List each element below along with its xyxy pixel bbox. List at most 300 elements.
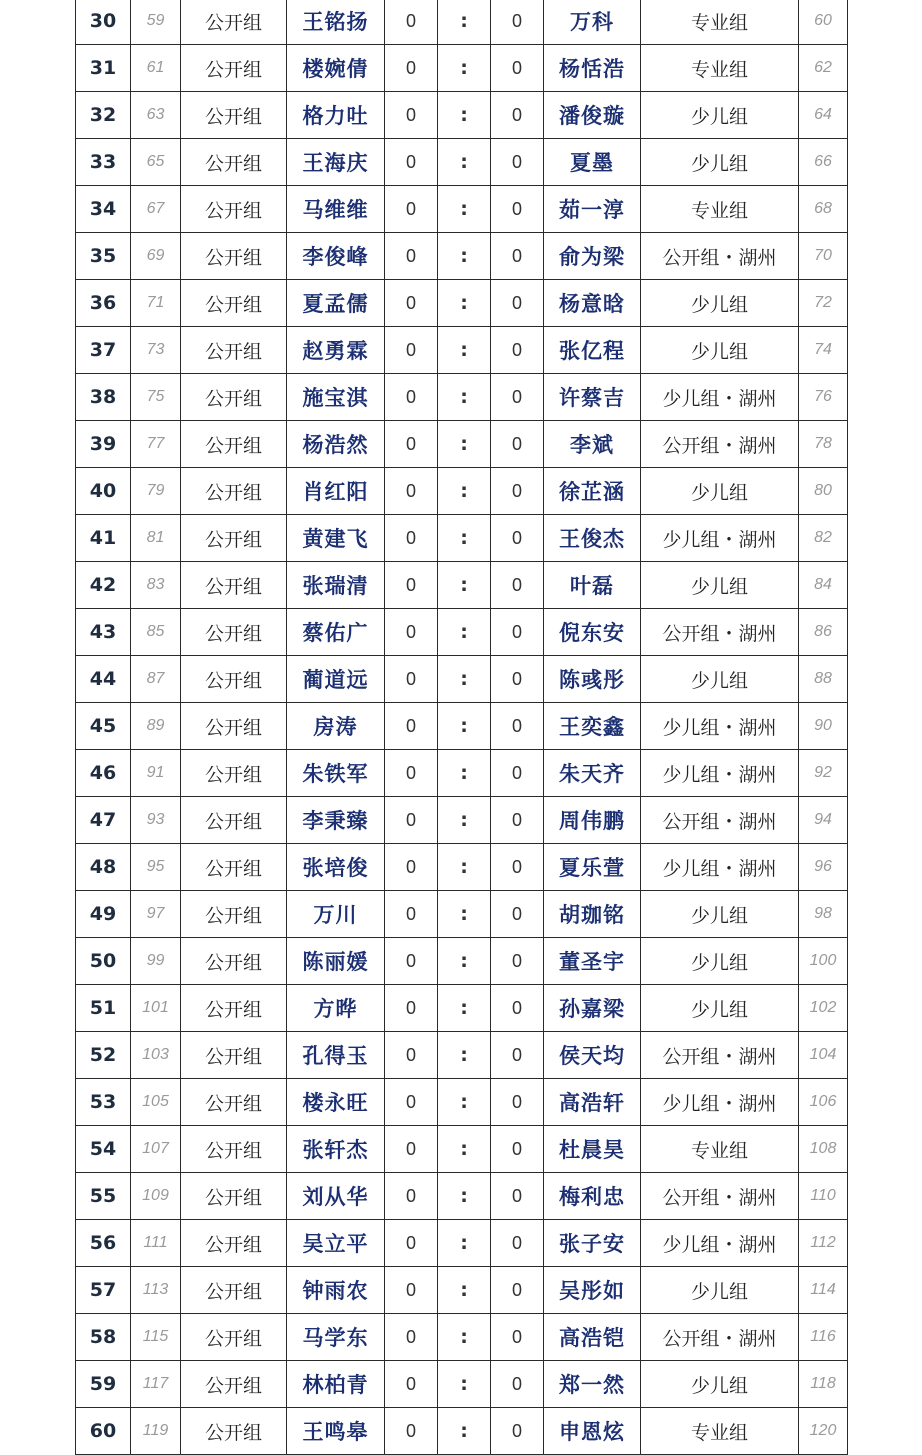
table-row — [76, 1361, 848, 1408]
group-left: 公开组 — [181, 139, 287, 186]
score-left: 0 — [385, 1220, 438, 1267]
group-right: 少儿组 — [641, 327, 799, 374]
score-right: 0 — [491, 938, 544, 985]
player-right: 朱天齐 — [544, 750, 641, 797]
player-left: 施宝淇 — [287, 374, 385, 421]
seed-left: 69 — [131, 233, 181, 280]
seed-left: 103 — [131, 1032, 181, 1079]
seed-left: 61 — [131, 45, 181, 92]
seed-right: 90 — [799, 703, 848, 750]
table-row — [76, 891, 848, 938]
player-right: 高浩铠 — [544, 1314, 641, 1361]
match-number: 59 — [76, 1361, 131, 1408]
match-number: 40 — [76, 468, 131, 515]
seed-right: 112 — [799, 1220, 848, 1267]
seed-left: 115 — [131, 1314, 181, 1361]
table-row — [76, 703, 848, 750]
match-number: 34 — [76, 186, 131, 233]
player-left: 张瑞清 — [287, 562, 385, 609]
match-number: 32 — [76, 92, 131, 139]
player-right: 申恩炫 — [544, 1408, 641, 1455]
group-right: 公开组・湖州 — [641, 609, 799, 656]
seed-left: 75 — [131, 374, 181, 421]
player-left: 王铭扬 — [287, 0, 385, 45]
score-separator: : — [438, 1173, 491, 1220]
player-left: 王鸣皋 — [287, 1408, 385, 1455]
seed-left: 73 — [131, 327, 181, 374]
seed-right: 82 — [799, 515, 848, 562]
group-left: 公开组 — [181, 1220, 287, 1267]
group-right: 少儿组・湖州 — [641, 844, 799, 891]
seed-right: 98 — [799, 891, 848, 938]
score-separator: : — [438, 1220, 491, 1267]
seed-right: 66 — [799, 139, 848, 186]
seed-left: 97 — [131, 891, 181, 938]
score-separator: : — [438, 1126, 491, 1173]
player-right: 叶磊 — [544, 562, 641, 609]
score-right: 0 — [491, 1408, 544, 1455]
group-right: 少儿组・湖州 — [641, 374, 799, 421]
group-right: 公开组・湖州 — [641, 421, 799, 468]
match-number: 36 — [76, 280, 131, 327]
score-separator: : — [438, 92, 491, 139]
table-row — [76, 938, 848, 985]
match-number: 42 — [76, 562, 131, 609]
score-separator: : — [438, 186, 491, 233]
score-right: 0 — [491, 233, 544, 280]
table-row — [76, 280, 848, 327]
match-number: 47 — [76, 797, 131, 844]
match-number: 30 — [76, 0, 131, 45]
match-number: 44 — [76, 656, 131, 703]
score-separator: : — [438, 1314, 491, 1361]
group-right: 少儿组・湖州 — [641, 703, 799, 750]
score-separator: : — [438, 327, 491, 374]
table-row — [76, 1126, 848, 1173]
score-right: 0 — [491, 656, 544, 703]
seed-right: 86 — [799, 609, 848, 656]
match-schedule-table — [75, 0, 848, 1455]
group-left: 公开组 — [181, 515, 287, 562]
score-separator: : — [438, 562, 491, 609]
group-right: 少儿组 — [641, 468, 799, 515]
group-left: 公开组 — [181, 938, 287, 985]
match-number: 35 — [76, 233, 131, 280]
score-left: 0 — [385, 1361, 438, 1408]
table-row — [76, 233, 848, 280]
seed-left: 77 — [131, 421, 181, 468]
score-separator: : — [438, 938, 491, 985]
group-right: 少儿组・湖州 — [641, 1220, 799, 1267]
group-left: 公开组 — [181, 1032, 287, 1079]
score-right: 0 — [491, 703, 544, 750]
player-right: 许蔡吉 — [544, 374, 641, 421]
score-separator: : — [438, 750, 491, 797]
group-right: 少儿组 — [641, 1267, 799, 1314]
score-separator: : — [438, 891, 491, 938]
player-left: 李秉臻 — [287, 797, 385, 844]
score-left: 0 — [385, 515, 438, 562]
player-left: 房涛 — [287, 703, 385, 750]
group-left: 公开组 — [181, 327, 287, 374]
score-right: 0 — [491, 327, 544, 374]
score-right: 0 — [491, 1267, 544, 1314]
score-separator: : — [438, 515, 491, 562]
seed-right: 88 — [799, 656, 848, 703]
match-number: 58 — [76, 1314, 131, 1361]
match-number: 51 — [76, 985, 131, 1032]
match-number: 38 — [76, 374, 131, 421]
table-row — [76, 656, 848, 703]
player-left: 万川 — [287, 891, 385, 938]
score-left: 0 — [385, 1032, 438, 1079]
table-row — [76, 844, 848, 891]
group-left: 公开组 — [181, 233, 287, 280]
score-right: 0 — [491, 1032, 544, 1079]
score-left: 0 — [385, 1079, 438, 1126]
seed-right: 108 — [799, 1126, 848, 1173]
score-separator: : — [438, 421, 491, 468]
player-left: 刘从华 — [287, 1173, 385, 1220]
player-right: 郑一然 — [544, 1361, 641, 1408]
group-left: 公开组 — [181, 92, 287, 139]
score-left: 0 — [385, 1126, 438, 1173]
score-right: 0 — [491, 562, 544, 609]
player-right: 张亿程 — [544, 327, 641, 374]
seed-right: 94 — [799, 797, 848, 844]
score-separator: : — [438, 233, 491, 280]
seed-left: 63 — [131, 92, 181, 139]
player-left: 蔡佑广 — [287, 609, 385, 656]
score-left: 0 — [385, 233, 438, 280]
group-left: 公开组 — [181, 1173, 287, 1220]
score-left: 0 — [385, 1408, 438, 1455]
score-left: 0 — [385, 280, 438, 327]
group-left: 公开组 — [181, 186, 287, 233]
group-left: 公开组 — [181, 374, 287, 421]
seed-right: 76 — [799, 374, 848, 421]
match-number: 31 — [76, 45, 131, 92]
seed-left: 67 — [131, 186, 181, 233]
table-row — [76, 1314, 848, 1361]
player-left: 赵勇霖 — [287, 327, 385, 374]
group-left: 公开组 — [181, 280, 287, 327]
score-left: 0 — [385, 797, 438, 844]
player-right: 潘俊璇 — [544, 92, 641, 139]
score-right: 0 — [491, 186, 544, 233]
score-right: 0 — [491, 609, 544, 656]
score-right: 0 — [491, 1220, 544, 1267]
player-left: 黄建飞 — [287, 515, 385, 562]
score-left: 0 — [385, 139, 438, 186]
group-right: 少儿组 — [641, 280, 799, 327]
seed-right: 114 — [799, 1267, 848, 1314]
group-left: 公开组 — [181, 421, 287, 468]
group-right: 少儿组・湖州 — [641, 750, 799, 797]
group-right: 少儿组 — [641, 92, 799, 139]
player-left: 朱铁军 — [287, 750, 385, 797]
player-right: 杜晨昊 — [544, 1126, 641, 1173]
score-right: 0 — [491, 139, 544, 186]
table-row — [76, 92, 848, 139]
player-left: 格力吐 — [287, 92, 385, 139]
match-number: 43 — [76, 609, 131, 656]
seed-left: 105 — [131, 1079, 181, 1126]
seed-right: 72 — [799, 280, 848, 327]
group-right: 少儿组 — [641, 891, 799, 938]
seed-left: 89 — [131, 703, 181, 750]
score-separator: : — [438, 1079, 491, 1126]
player-right: 杨恬浩 — [544, 45, 641, 92]
match-number: 54 — [76, 1126, 131, 1173]
match-number: 33 — [76, 139, 131, 186]
score-right: 0 — [491, 1079, 544, 1126]
seed-left: 117 — [131, 1361, 181, 1408]
score-right: 0 — [491, 797, 544, 844]
seed-left: 107 — [131, 1126, 181, 1173]
group-left: 公开组 — [181, 703, 287, 750]
group-left: 公开组 — [181, 1079, 287, 1126]
match-number: 37 — [76, 327, 131, 374]
score-right: 0 — [491, 280, 544, 327]
seed-right: 70 — [799, 233, 848, 280]
score-right: 0 — [491, 1361, 544, 1408]
seed-left: 113 — [131, 1267, 181, 1314]
match-number: 53 — [76, 1079, 131, 1126]
score-left: 0 — [385, 468, 438, 515]
group-right: 少儿组 — [641, 1361, 799, 1408]
seed-left: 101 — [131, 985, 181, 1032]
seed-left: 91 — [131, 750, 181, 797]
seed-right: 96 — [799, 844, 848, 891]
match-number: 57 — [76, 1267, 131, 1314]
table-row — [76, 186, 848, 233]
seed-right: 92 — [799, 750, 848, 797]
seed-left: 95 — [131, 844, 181, 891]
score-separator: : — [438, 656, 491, 703]
score-separator: : — [438, 985, 491, 1032]
score-left: 0 — [385, 1267, 438, 1314]
table-body — [76, 0, 848, 1455]
table-row — [76, 985, 848, 1032]
score-left: 0 — [385, 985, 438, 1032]
seed-right: 118 — [799, 1361, 848, 1408]
group-right: 少儿组 — [641, 938, 799, 985]
group-left: 公开组 — [181, 891, 287, 938]
group-right: 公开组・湖州 — [641, 1032, 799, 1079]
player-left: 夏孟儒 — [287, 280, 385, 327]
player-right: 胡珈铭 — [544, 891, 641, 938]
score-right: 0 — [491, 45, 544, 92]
score-left: 0 — [385, 421, 438, 468]
table-row — [76, 327, 848, 374]
group-right: 少儿组 — [641, 985, 799, 1032]
score-left: 0 — [385, 703, 438, 750]
match-number: 49 — [76, 891, 131, 938]
player-right: 万科 — [544, 0, 641, 45]
score-right: 0 — [491, 1173, 544, 1220]
group-left: 公开组 — [181, 468, 287, 515]
score-separator: : — [438, 0, 491, 45]
score-right: 0 — [491, 92, 544, 139]
group-right: 公开组・湖州 — [641, 233, 799, 280]
score-separator: : — [438, 1032, 491, 1079]
match-number: 56 — [76, 1220, 131, 1267]
player-right: 俞为梁 — [544, 233, 641, 280]
score-right: 0 — [491, 515, 544, 562]
group-left: 公开组 — [181, 1267, 287, 1314]
seed-left: 65 — [131, 139, 181, 186]
match-number: 50 — [76, 938, 131, 985]
table-row — [76, 1173, 848, 1220]
group-right: 少儿组 — [641, 139, 799, 186]
group-left: 公开组 — [181, 1126, 287, 1173]
group-right: 少儿组・湖州 — [641, 515, 799, 562]
score-right: 0 — [491, 1126, 544, 1173]
player-left: 吴立平 — [287, 1220, 385, 1267]
table-row — [76, 1267, 848, 1314]
score-right: 0 — [491, 891, 544, 938]
player-right: 王俊杰 — [544, 515, 641, 562]
seed-right: 78 — [799, 421, 848, 468]
player-right: 高浩轩 — [544, 1079, 641, 1126]
seed-left: 81 — [131, 515, 181, 562]
group-right: 专业组 — [641, 1126, 799, 1173]
table-row — [76, 421, 848, 468]
score-right: 0 — [491, 421, 544, 468]
score-separator: : — [438, 844, 491, 891]
seed-right: 60 — [799, 0, 848, 45]
score-separator: : — [438, 1408, 491, 1455]
group-right: 专业组 — [641, 0, 799, 45]
table-row — [76, 1408, 848, 1455]
group-left: 公开组 — [181, 844, 287, 891]
score-left: 0 — [385, 891, 438, 938]
player-left: 方晔 — [287, 985, 385, 1032]
seed-left: 99 — [131, 938, 181, 985]
score-separator: : — [438, 139, 491, 186]
group-right: 少儿组 — [641, 562, 799, 609]
score-right: 0 — [491, 750, 544, 797]
group-right: 公开组・湖州 — [641, 797, 799, 844]
score-separator: : — [438, 45, 491, 92]
match-number: 41 — [76, 515, 131, 562]
seed-right: 100 — [799, 938, 848, 985]
score-right: 0 — [491, 1314, 544, 1361]
seed-left: 87 — [131, 656, 181, 703]
player-right: 梅利忠 — [544, 1173, 641, 1220]
seed-right: 110 — [799, 1173, 848, 1220]
group-left: 公开组 — [181, 562, 287, 609]
player-right: 董圣宇 — [544, 938, 641, 985]
group-right: 少儿组・湖州 — [641, 1079, 799, 1126]
player-left: 王海庆 — [287, 139, 385, 186]
table-row — [76, 139, 848, 186]
score-separator: : — [438, 703, 491, 750]
player-left: 楼永旺 — [287, 1079, 385, 1126]
score-right: 0 — [491, 468, 544, 515]
group-left: 公开组 — [181, 797, 287, 844]
seed-left: 71 — [131, 280, 181, 327]
table-row — [76, 797, 848, 844]
player-right: 徐芷涵 — [544, 468, 641, 515]
match-number: 60 — [76, 1408, 131, 1455]
score-left: 0 — [385, 1314, 438, 1361]
table-row — [76, 374, 848, 421]
score-left: 0 — [385, 562, 438, 609]
score-left: 0 — [385, 1173, 438, 1220]
player-left: 张轩杰 — [287, 1126, 385, 1173]
player-left: 楼婉倩 — [287, 45, 385, 92]
player-left: 钟雨农 — [287, 1267, 385, 1314]
table-row — [76, 1079, 848, 1126]
player-left: 李俊峰 — [287, 233, 385, 280]
match-number: 55 — [76, 1173, 131, 1220]
player-right: 杨意晗 — [544, 280, 641, 327]
player-left: 马学东 — [287, 1314, 385, 1361]
group-right: 专业组 — [641, 1408, 799, 1455]
seed-right: 102 — [799, 985, 848, 1032]
player-left: 林柏青 — [287, 1361, 385, 1408]
group-left: 公开组 — [181, 1314, 287, 1361]
match-number: 45 — [76, 703, 131, 750]
seed-left: 93 — [131, 797, 181, 844]
table-row — [76, 562, 848, 609]
score-separator: : — [438, 1267, 491, 1314]
group-right: 专业组 — [641, 186, 799, 233]
match-number: 46 — [76, 750, 131, 797]
score-right: 0 — [491, 374, 544, 421]
group-left: 公开组 — [181, 45, 287, 92]
player-right: 吴彤如 — [544, 1267, 641, 1314]
score-left: 0 — [385, 374, 438, 421]
group-left: 公开组 — [181, 656, 287, 703]
score-right: 0 — [491, 0, 544, 45]
group-right: 公开组・湖州 — [641, 1314, 799, 1361]
seed-left: 79 — [131, 468, 181, 515]
player-right: 李斌 — [544, 421, 641, 468]
player-right: 夏墨 — [544, 139, 641, 186]
table-row — [76, 45, 848, 92]
group-left: 公开组 — [181, 750, 287, 797]
score-separator: : — [438, 280, 491, 327]
player-left: 杨浩然 — [287, 421, 385, 468]
player-right: 夏乐萱 — [544, 844, 641, 891]
player-right: 王奕鑫 — [544, 703, 641, 750]
group-left: 公开组 — [181, 1408, 287, 1455]
table-row — [76, 750, 848, 797]
score-left: 0 — [385, 844, 438, 891]
seed-right: 74 — [799, 327, 848, 374]
group-left: 公开组 — [181, 609, 287, 656]
group-right: 公开组・湖州 — [641, 1173, 799, 1220]
table-row — [76, 1032, 848, 1079]
player-left: 张培俊 — [287, 844, 385, 891]
seed-right: 116 — [799, 1314, 848, 1361]
match-number: 48 — [76, 844, 131, 891]
group-left: 公开组 — [181, 1361, 287, 1408]
score-separator: : — [438, 468, 491, 515]
seed-left: 109 — [131, 1173, 181, 1220]
table-row — [76, 468, 848, 515]
score-right: 0 — [491, 844, 544, 891]
seed-left: 59 — [131, 0, 181, 45]
score-left: 0 — [385, 327, 438, 374]
player-left: 孔得玉 — [287, 1032, 385, 1079]
group-left: 公开组 — [181, 985, 287, 1032]
match-number: 39 — [76, 421, 131, 468]
player-right: 倪东安 — [544, 609, 641, 656]
